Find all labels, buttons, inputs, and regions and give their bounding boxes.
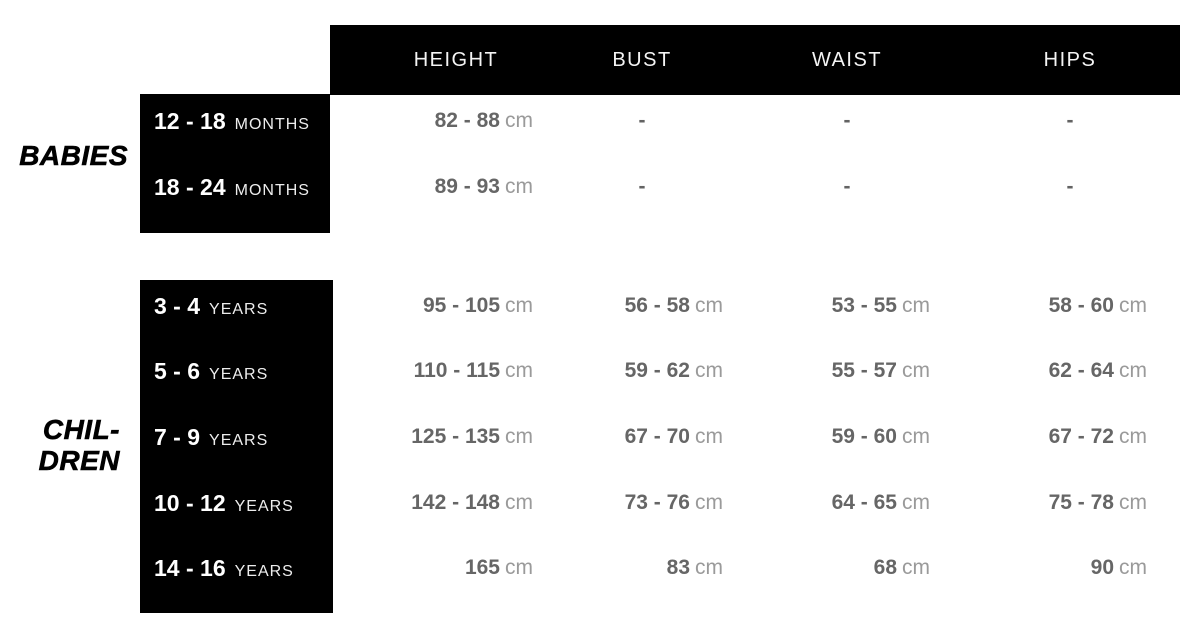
column-header-waist: WAIST: [811, 49, 883, 71]
age-range-unit: YEARS: [209, 301, 269, 318]
height-value: [435, 107, 533, 137]
waist-number: 68: [873, 556, 897, 579]
column-header-height: HEIGHT: [413, 49, 499, 71]
height-unit: cm: [505, 294, 533, 317]
height-value: [411, 423, 533, 453]
hips-number: 75 - 78: [1048, 491, 1114, 514]
age-range-label: [154, 489, 294, 521]
waist-unit: cm: [902, 556, 930, 579]
age-range-label: [154, 554, 294, 586]
hips-value: [1049, 357, 1147, 387]
height-unit: cm: [505, 359, 533, 382]
table-row-babies-18-24: [0, 173, 1200, 201]
height-unit: cm: [505, 109, 533, 132]
waist-value: [832, 292, 930, 322]
height-number: 142 - 148: [411, 491, 500, 514]
bust-number: 59 - 62: [624, 359, 690, 382]
table-row-babies-12-18: [0, 107, 1200, 135]
bust-dash-placeholder: -: [638, 109, 646, 132]
waist-value: [874, 554, 930, 584]
age-range: 12 - 18: [154, 108, 226, 134]
age-range-unit: YEARS: [209, 366, 269, 383]
table-row-children-5-6: [0, 357, 1200, 385]
age-range-label: [154, 292, 268, 324]
height-number: 89 - 93: [434, 175, 500, 198]
column-header-hips: HIPS: [1043, 49, 1097, 71]
hips-number: 62 - 64: [1048, 359, 1114, 382]
height-value: [423, 292, 533, 322]
bust-value: [625, 357, 723, 387]
height-number: 165: [464, 556, 500, 579]
waist-number: 64 - 65: [831, 491, 897, 514]
table-row-children-7-9: [0, 423, 1200, 451]
bust-value: [625, 423, 723, 453]
waist-dash-placeholder: -: [843, 175, 851, 198]
waist-unit: cm: [902, 294, 930, 317]
waist-unit: cm: [902, 491, 930, 514]
height-unit: cm: [505, 491, 533, 514]
bust-dash-placeholder: -: [638, 175, 646, 198]
hips-unit: cm: [1119, 491, 1147, 514]
waist-value: [832, 423, 930, 453]
age-range-label: [154, 423, 268, 455]
hips-dash-placeholder: -: [1066, 109, 1074, 132]
age-range: 5 - 6: [154, 358, 201, 384]
waist-value: [832, 357, 930, 387]
age-range: 18 - 24: [154, 174, 226, 200]
height-value: [435, 173, 533, 203]
height-number: 82 - 88: [434, 109, 500, 132]
bust-unit: cm: [695, 294, 723, 317]
age-range-unit: YEARS: [234, 498, 294, 515]
hips-number: 67 - 72: [1048, 425, 1114, 448]
waist-number: 55 - 57: [831, 359, 897, 382]
waist-number: 59 - 60: [831, 425, 897, 448]
height-unit: cm: [505, 175, 533, 198]
age-range-unit: MONTHS: [234, 116, 310, 133]
waist-number: 53 - 55: [831, 294, 897, 317]
hips-unit: cm: [1119, 359, 1147, 382]
waist-value: [832, 489, 930, 519]
hips-unit: cm: [1119, 294, 1147, 317]
height-unit: cm: [505, 425, 533, 448]
table-row-children-3-4: [0, 292, 1200, 320]
babies-group-label: BABIES: [19, 140, 128, 171]
height-value: [465, 554, 533, 584]
age-range: 7 - 9: [154, 424, 201, 450]
height-unit: cm: [505, 556, 533, 579]
hips-dash-placeholder: -: [1066, 175, 1074, 198]
bust-number: 67 - 70: [624, 425, 690, 448]
height-value: [414, 357, 533, 387]
bust-value: [625, 292, 723, 322]
waist-unit: cm: [902, 425, 930, 448]
hips-number: 58 - 60: [1048, 294, 1114, 317]
table-row-children-14-16: [0, 554, 1200, 582]
hips-unit: cm: [1119, 556, 1147, 579]
height-number: 110 - 115: [413, 359, 500, 382]
age-range-label: [154, 107, 310, 139]
age-range-unit: YEARS: [234, 563, 294, 580]
waist-unit: cm: [902, 359, 930, 382]
hips-unit: cm: [1119, 425, 1147, 448]
age-range-label: [154, 357, 268, 389]
table-row-children-10-12: [0, 489, 1200, 517]
bust-unit: cm: [695, 556, 723, 579]
age-range-label: [154, 173, 310, 205]
age-range: 3 - 4: [154, 293, 201, 319]
age-range: 10 - 12: [154, 490, 226, 516]
bust-unit: cm: [695, 491, 723, 514]
hips-value: [1049, 292, 1147, 322]
hips-value: [1091, 554, 1147, 584]
bust-unit: cm: [695, 425, 723, 448]
hips-value: [1049, 489, 1147, 519]
bust-value: [625, 489, 723, 519]
height-number: 95 - 105: [422, 294, 500, 317]
bust-value: [667, 554, 723, 584]
bust-number: 73 - 76: [624, 491, 690, 514]
children-group-label-line1: CHIL-: [42, 414, 120, 445]
bust-number: 56 - 58: [624, 294, 690, 317]
hips-number: 90: [1090, 556, 1114, 579]
column-header-bust: BUST: [612, 49, 672, 71]
hips-value: [1049, 423, 1147, 453]
children-group-label-line2: DREN: [38, 445, 120, 476]
waist-dash-placeholder: -: [843, 109, 851, 132]
age-range-unit: MONTHS: [234, 182, 310, 199]
bust-unit: cm: [695, 359, 723, 382]
height-number: 125 - 135: [411, 425, 500, 448]
bust-number: 83: [666, 556, 690, 579]
height-value: [411, 489, 533, 519]
age-range-unit: YEARS: [209, 432, 269, 449]
age-range: 14 - 16: [154, 555, 226, 581]
